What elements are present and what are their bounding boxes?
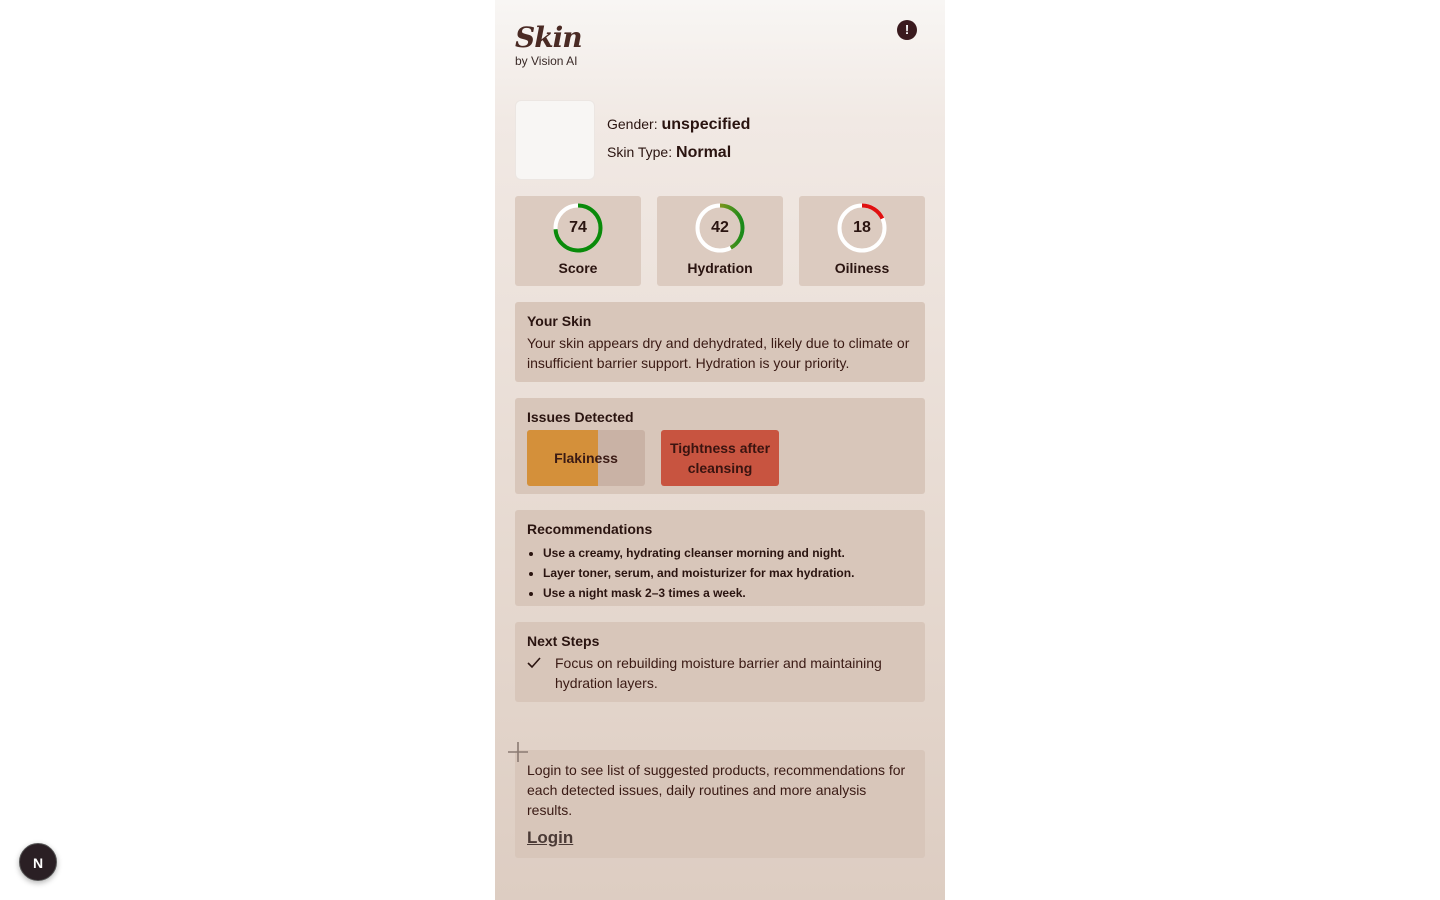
skin-type-info [607,144,731,162]
score-value: 74 [569,219,587,236]
issues-card [515,398,925,494]
login-prompt-text: Login to see list of suggested products, recommendations for each detected issues, daily routines and more analysis results. [527,762,906,818]
next-step-item [527,653,913,693]
hydration-value: 42 [711,219,729,236]
gender-info [607,116,750,134]
recommendation-item: • Use a night mask 2–3 times a week. [543,583,913,603]
check-icon [527,653,543,693]
app-logo[interactable] [515,20,582,68]
metric-oiliness [799,196,925,286]
logo-subtitle: by Vision AI [515,54,578,68]
login-prompt-card [515,750,925,858]
login-link[interactable]: Login [527,828,574,847]
issue-flakiness[interactable] [527,430,645,486]
recommendation-item: • Layer toner, serum, and moisturizer for max hydration. [543,563,913,583]
recommendations-title: Recommendations [527,521,653,537]
issue-flakiness-label: Flakiness [554,450,618,466]
issue-tightness[interactable] [661,430,779,486]
next-steps-title: Next Steps [527,633,600,649]
metric-hydration [657,196,783,286]
oiliness-value: 18 [853,219,871,236]
hydration-label: Hydration [687,260,753,276]
your-skin-text: Your skin appears dry and dehydrated, likely due to climate or insufficient barrier support. Hydration is your priority. [527,335,910,371]
issues-title: Issues Detected [527,409,634,425]
gender-label: Gender: [607,116,658,132]
alert-circle-icon[interactable]: ! [897,20,917,40]
your-skin-title: Your Skin [527,313,592,329]
recommendations-list [527,543,913,603]
oiliness-label: Oiliness [834,260,890,276]
app-container [495,0,945,900]
recommendation-item: • Use a creamy, hydrating cleanser morning and night. [543,543,913,563]
skin-type-value: Normal [676,144,732,161]
recommendations-card [515,510,925,606]
next-step-text: Focus on rebuilding moisture barrier and maintaining hydration layers. [555,655,882,691]
metric-score [515,196,641,286]
dev-tools-badge[interactable]: N [19,843,57,881]
issue-tightness-label: Tightness after cleansing [669,440,771,476]
plus-icon[interactable] [507,741,529,763]
gender-value: unspecified [661,116,751,133]
logo-wordmark: Skin [515,21,582,54]
skin-type-label: Skin Type: [607,144,673,160]
your-skin-card [515,302,925,382]
profile-photo [515,100,595,180]
next-steps-card [515,622,925,702]
score-label: Score [558,260,598,276]
